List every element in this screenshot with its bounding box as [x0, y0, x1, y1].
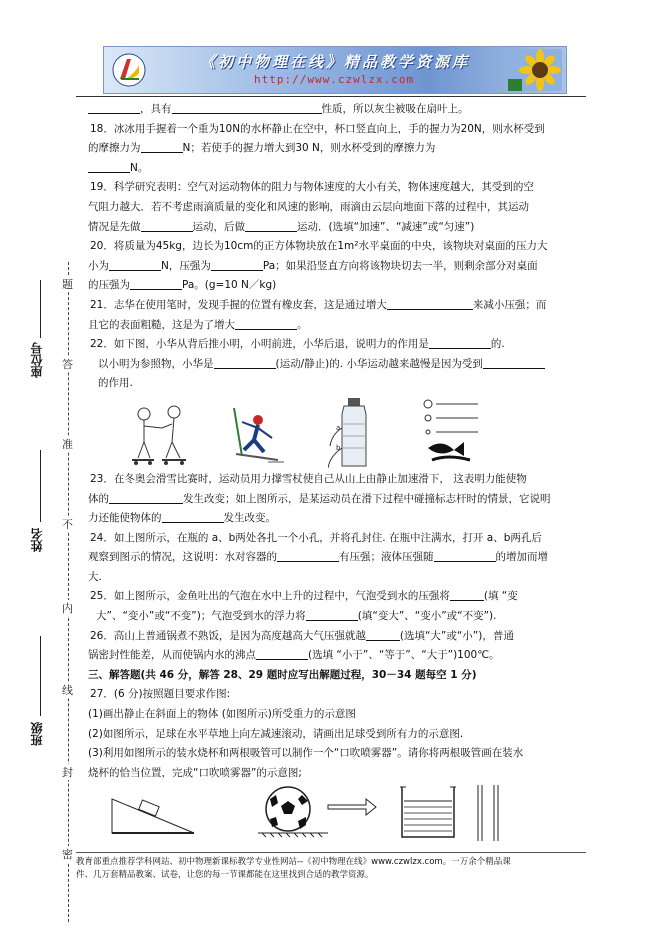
answer-blank[interactable] — [109, 258, 161, 271]
q27-item2: (2)如图所示，足球在水平草地上向左减速滚动，请画出足球受到所有力的示意图. — [88, 727, 464, 740]
answer-blank[interactable] — [366, 628, 400, 641]
q19-line3: 情况是先做 运动，后做 运动．(选填“加速”、“减速”或“匀速”) — [88, 220, 475, 233]
q20-line3: 的压强为 Pa。(g=10 N／kg) — [88, 279, 277, 292]
q27-item3-line2: 烧杯的恰当位置，完成“口吹喷雾器”的示意图; — [88, 766, 302, 779]
answer-blank[interactable] — [235, 317, 297, 330]
answer-blank[interactable] — [214, 356, 276, 369]
answer-blank[interactable] — [162, 510, 224, 523]
q23: 23．在冬奥会滑雪比赛时，运动员用力撑雪杖使自己从山上由静止加速滑下， 这表明力能使物 — [90, 472, 527, 485]
answer-blank[interactable] — [172, 101, 322, 114]
answer-blank[interactable] — [245, 219, 297, 232]
q23-line3: 力还能使物体的 发生改变。 — [88, 512, 276, 525]
answer-blank[interactable] — [211, 258, 263, 271]
class-label: 班级 — [30, 722, 44, 746]
football-figure — [258, 783, 378, 839]
answer-blank[interactable] — [130, 277, 182, 290]
answer-blank[interactable] — [483, 356, 545, 369]
footer-line-2: 件、几万套精品教案、试卷，让您的每一节课都能在这里找到合适的教学资源。 — [76, 870, 374, 880]
header-banner — [103, 46, 567, 94]
seal-char: 内 — [62, 602, 73, 615]
answer-blank[interactable] — [256, 647, 308, 660]
answer-blank[interactable] — [141, 219, 193, 232]
skaters-pushing-figure — [128, 402, 198, 466]
q18-line2: 的摩擦力为 N；若使手的握力增大到30 N，则水杯受到的摩擦力为 — [88, 142, 436, 155]
site-logo-icon — [112, 53, 146, 87]
seal-char: 密 — [62, 848, 73, 861]
figures-row-1 — [88, 394, 588, 470]
q24: 24．如上图所示，在瓶的 a、b两处各扎一个小孔，并将孔封住. 在瓶中注满水，打开 a、b两孔后 — [90, 531, 542, 544]
answer-blank[interactable] — [429, 336, 491, 349]
class-line — [40, 636, 41, 716]
q17-tail: ，具有 性质，所以灰尘被吸在扇叶上。 — [88, 100, 588, 120]
section-3-title: 三、解答题(共 46 分，解答 28、29 题时应写出解题过程，30－34 题每空 1 分) — [88, 668, 477, 681]
q22-line2: 以小明为参照物，小华是 (运动/静止)的. 小华运动越来越慢是因为受到 — [88, 355, 588, 375]
q19-line2: 气阻力越大．若不考虑雨滴质量的变化和风速的影响，雨滴由云层向地面下落的过程中，其运动 — [88, 200, 529, 213]
q27-title: 27．(6 分)按照题目要求作图: — [90, 688, 231, 701]
q21-line2: 且它的表面粗糙，这是为了增大 。 — [88, 318, 308, 331]
q24-line3: 大. — [88, 570, 102, 583]
q25: 25．如上图所示，金鱼吐出的气泡在水中上升的过程中，气泡受到水的压强将 (填 “变 — [90, 590, 518, 603]
fish-bubbles-figure — [418, 398, 488, 468]
seal-char: 封 — [62, 766, 73, 779]
name-label: 姓名 — [30, 528, 44, 552]
answer-blank[interactable] — [141, 140, 183, 153]
footer-line-1: 教育部重点推荐学科网站、初中物理新课标教学专业性网站--《初中物理在线》www.czwlzx.com。一万余个精品课 — [76, 857, 511, 867]
q20-line2: 小为 N，压强为 Pa；如果沿竖直方向将该物块切去一半，则剩余部分对桌面 — [88, 259, 538, 272]
seal-char: 准 — [62, 438, 73, 451]
footer — [76, 856, 596, 882]
seat-number-label: 座位号 — [30, 342, 44, 378]
seal-char: 答 — [62, 358, 73, 371]
answer-blank[interactable] — [387, 297, 473, 310]
water-bottle-figure — [328, 394, 384, 470]
answer-blank[interactable] — [277, 549, 339, 562]
skier-figure — [228, 404, 288, 464]
q26: 26．高山上普通锅煮不熟饭，是因为高度越高大气压强就越 (选填“大”或“小”)，普通 — [90, 629, 514, 642]
answer-blank[interactable] — [88, 101, 140, 114]
seal-char: 题 — [62, 278, 73, 291]
q27-item1: (1)画出静止在斜面上的物体 (如图所示)所受重力的示意图 — [88, 708, 356, 721]
footer-rule — [76, 852, 586, 853]
banner-title: 《初中物理在线》精品教学资源库 — [200, 53, 471, 71]
header-rule — [76, 96, 586, 97]
q25-line2: 大”、“变小”或“不变”)；气泡受到水的浮力将 (填“变大”、“变小”或“不变”). — [96, 610, 497, 623]
q18: 18．冰冰用手握着一个重为10N的水杯静止在空中，杯口竖直向上，手的握力为20N，则水杯受到 — [90, 122, 545, 135]
q18-line3: N。 — [88, 159, 588, 179]
answer-blank[interactable] — [109, 491, 183, 504]
answer-blank[interactable] — [88, 160, 130, 173]
q26-line2: 锅密封性能差，从而使锅内水的沸点 (选填 “小于”、“等于”、“大于”)100℃。 — [88, 649, 500, 662]
q27-item3: (3)利用如图所示的装水烧杯和两根吸管可以制作一个“口吹喷雾器”。请你将两根吸管画在装水 — [88, 747, 524, 760]
svg-text:b: b — [336, 443, 341, 452]
svg-text:a: a — [336, 423, 341, 432]
q22: 22．如下图，小华从背后推小明，小明前进，小华后退，说明力的作用是 的. — [90, 338, 505, 351]
exam-content — [88, 100, 588, 841]
figures-row-2 — [88, 783, 588, 841]
banner-url[interactable]: http://www.czwlzx.com — [254, 73, 415, 86]
q22-line3: 的作用. — [98, 377, 133, 390]
q21: 21．志华在使用笔时，发现手握的位置有橡皮套，这是通过增大 来减小压强；而 — [90, 298, 547, 311]
answer-blank[interactable] — [434, 549, 496, 562]
q23-line2: 体的 发生改变；如上图所示，是某运动员在滑下过程中碰撞标志杆时的情景，它说明 — [88, 492, 551, 505]
answer-blank[interactable] — [306, 608, 358, 621]
beaker-straws-figure — [398, 783, 508, 841]
seal-char: 不 — [62, 518, 73, 531]
q24-line2: 观察到图示的情况，这说明：水对容器的 有压强；液体压强随 的增加而增 — [88, 551, 548, 564]
seal-char: 线 — [62, 684, 73, 697]
sunflower-icon — [504, 49, 562, 91]
q20: 20．将质量为45kg，边长为10cm的正方体物块放在1m²水平桌面的中央，该物块对桌面的压力大 — [90, 240, 548, 253]
name-line — [40, 450, 41, 522]
answer-blank[interactable] — [450, 588, 484, 601]
incline-block-figure — [108, 789, 198, 837]
q19: 19．科学研究表明：空气对运动物体的阻力与物体速度的大小有关，物体速度越大，其受到的空 — [90, 181, 534, 194]
seat-number-line — [40, 280, 41, 338]
